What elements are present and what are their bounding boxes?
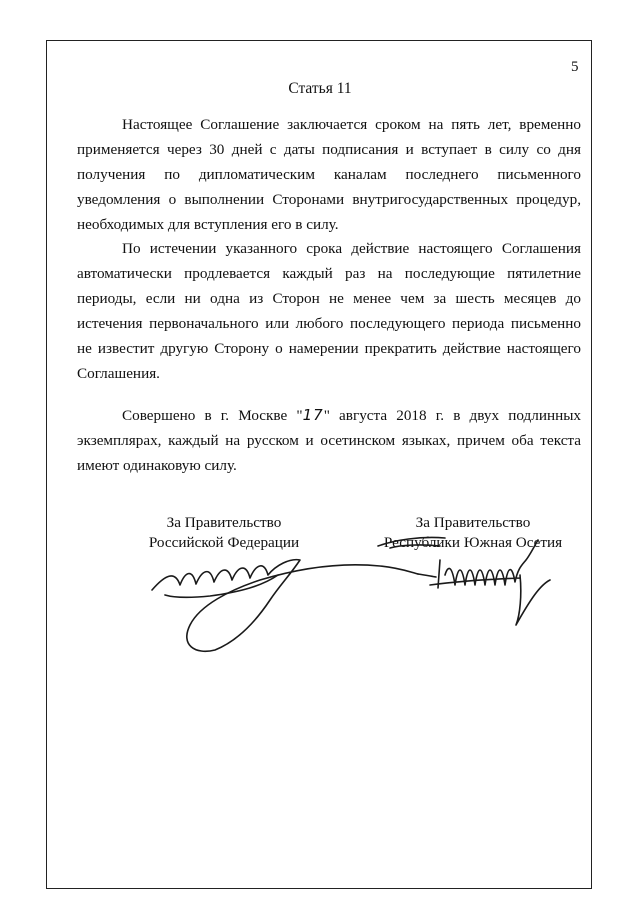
signatory-russia xyxy=(124,513,324,553)
page-number: 5 xyxy=(571,59,579,75)
paragraph-term: Настоящее Соглашение заключается сроком на пять лет, временно применяется через 30 дней с даты подписания и вступает в силу со дня получения по дипломатическим каналам последнего письменного уведомления о выполнении Сторонами внутригосударственных процедур, необходимых для вступления его в силу. xyxy=(77,116,581,233)
signatory-south-ossetia-line1: За Правительство xyxy=(415,514,531,531)
paragraph-done-at xyxy=(77,403,581,478)
article-title: Статья 11 xyxy=(288,80,352,97)
done-prefix: Совершено в г. Москве " xyxy=(122,407,303,424)
done-suffix: " августа 2018 г. в двух подлинных экземплярах, каждый на русском и осетинском языках, причем оба текста имеют одинаковую силу. xyxy=(77,407,581,474)
handwritten-day: 17 xyxy=(302,406,324,424)
signatory-russia-line1: За Правительство xyxy=(166,514,282,531)
signatory-south-ossetia xyxy=(355,513,591,553)
signatory-russia-line2: Российской Федерации xyxy=(148,534,300,551)
signatory-south-ossetia-line2: Республики Южная Осетия xyxy=(383,534,563,551)
paragraph-extension: По истечении указанного срока действие настоящего Соглашения автоматически продлевается каждый раз на последующие пятилетние периоды, если ни одна из Сторон не менее чем за шесть месяцев до истечения первоначального или любого последующего периода письменно не известит другую Сторону о намерении прекратить действие настоящего Соглашения. xyxy=(77,240,581,382)
